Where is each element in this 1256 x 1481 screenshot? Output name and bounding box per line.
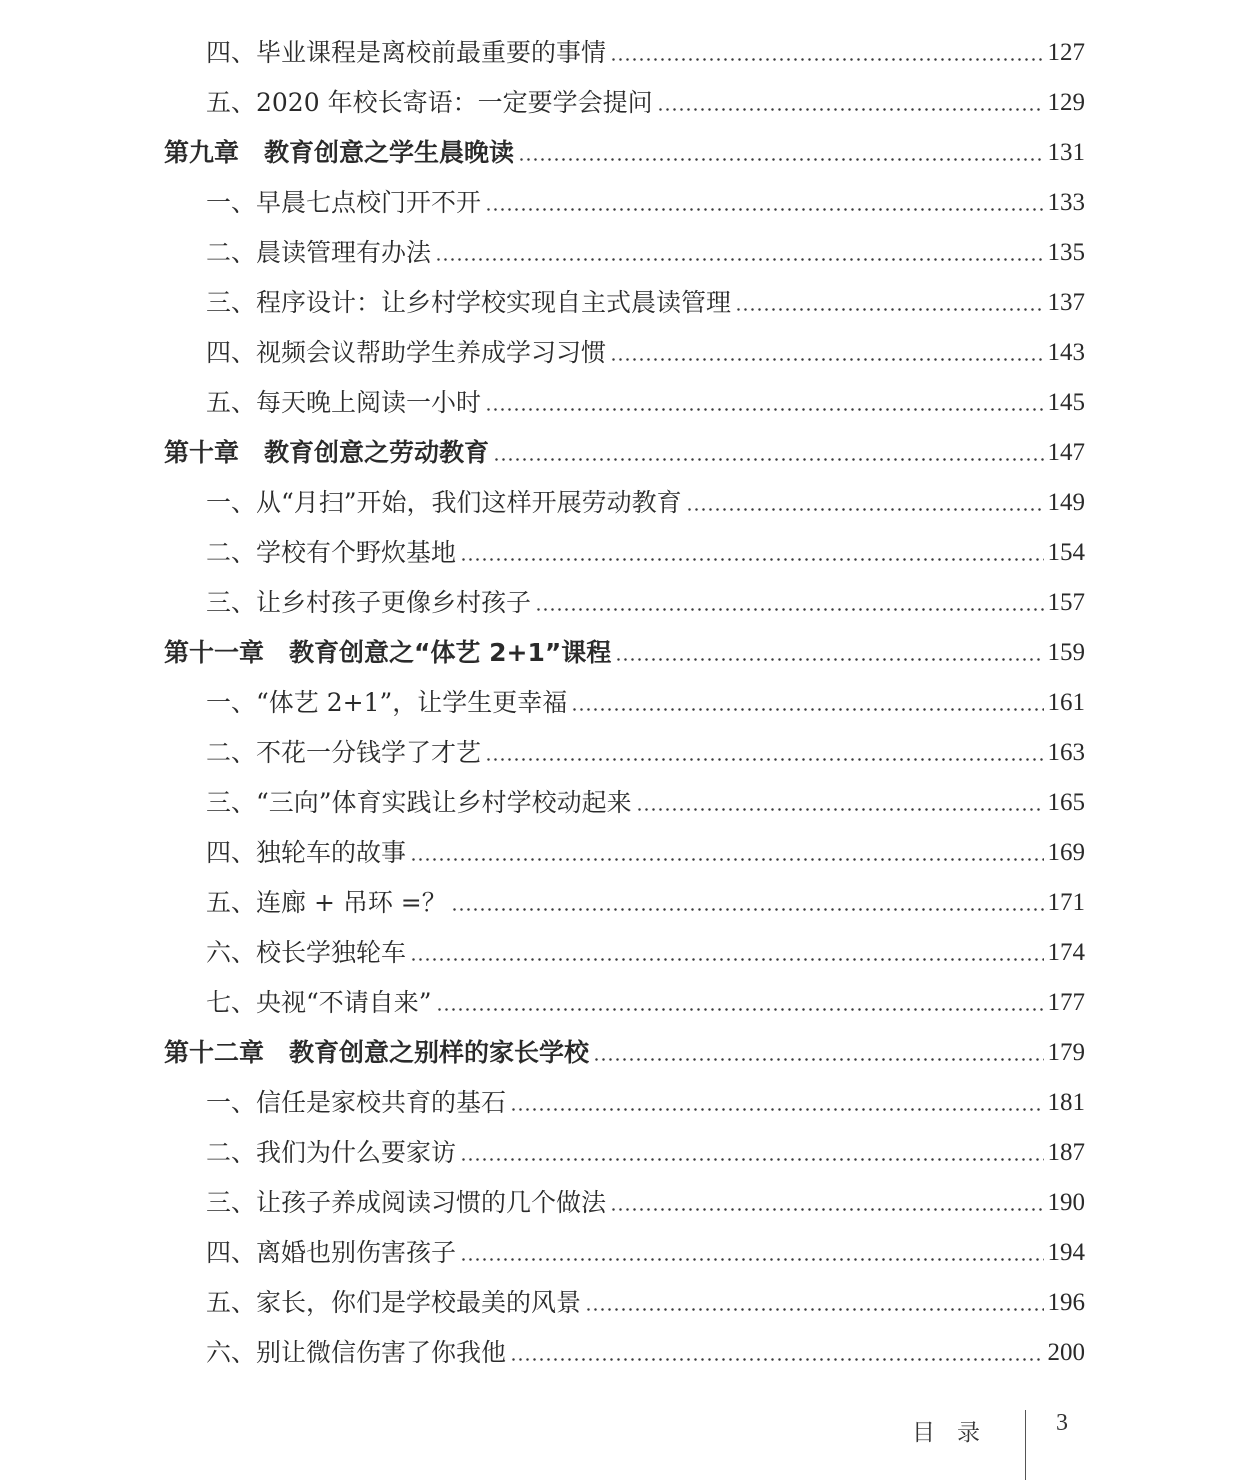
toc-entry-page: 149 [1047, 489, 1085, 516]
toc-entry-title: 五、家长，你们是学校最美的风景 [206, 1288, 582, 1317]
toc-entry-page: 145 [1047, 389, 1085, 416]
toc-entry-page: 163 [1047, 739, 1085, 766]
toc-entry-page: 181 [1047, 1089, 1085, 1116]
toc-entry[interactable] [206, 283, 1085, 323]
dot-leader [460, 1133, 1045, 1173]
toc-entry-page: 154 [1047, 539, 1085, 566]
footer-divider [1025, 1410, 1026, 1480]
dot-leader [518, 133, 1045, 173]
toc-entry-title: 五、2020 年校长寄语：一定要学会提问 [206, 88, 653, 117]
toc-entry[interactable] [206, 733, 1085, 773]
toc-entry-title: 二、不花一分钱学了才艺 [206, 738, 482, 767]
page-number: 3 [1056, 1410, 1068, 1436]
toc-entry[interactable] [206, 883, 1085, 923]
toc-entry[interactable] [206, 1083, 1085, 1123]
toc-entry[interactable] [206, 33, 1085, 73]
dot-leader [686, 483, 1046, 523]
dot-leader [571, 683, 1045, 723]
toc-entry-page: 127 [1047, 39, 1085, 66]
toc-entry-page: 169 [1047, 839, 1085, 866]
toc-entry-page: 174 [1047, 939, 1085, 966]
dot-leader [535, 583, 1045, 623]
toc-entry-page: 159 [1047, 639, 1085, 666]
dot-leader [435, 233, 1045, 273]
toc-entry-page: 137 [1047, 289, 1085, 316]
toc-entry[interactable] [206, 683, 1085, 723]
toc-entry-title: 三、让乡村孩子更像乡村孩子 [206, 588, 532, 617]
dot-leader [636, 783, 1046, 823]
toc-entry-page: 135 [1047, 239, 1085, 266]
dot-leader [460, 1233, 1045, 1273]
toc-chapter-entry[interactable] [164, 433, 1085, 473]
toc-chapter-entry[interactable] [164, 1033, 1085, 1073]
toc-entry-page: 194 [1047, 1239, 1085, 1266]
toc-entry-title: 一、“体艺 2+1”，让学生更幸福 [206, 688, 568, 717]
toc-entry[interactable] [206, 933, 1085, 973]
toc-entry-title: 一、从“月扫”开始，我们这样开展劳动教育 [206, 488, 682, 517]
toc-entry-title: 四、独轮车的故事 [206, 838, 407, 867]
dot-leader [610, 333, 1045, 373]
dot-leader [593, 1033, 1045, 1073]
toc-entry[interactable] [206, 1333, 1085, 1373]
toc-entry-page: 200 [1047, 1339, 1085, 1366]
dot-leader [493, 433, 1045, 473]
toc-entry-title: 一、信任是家校共育的基石 [206, 1088, 507, 1117]
toc-entry-page: 179 [1047, 1039, 1085, 1066]
toc-entry-title: 二、晨读管理有办法 [206, 238, 432, 267]
dot-leader [410, 833, 1045, 873]
toc-entry-title: 五、连廊 + 吊环 =？ [206, 888, 447, 917]
toc-entry-title: 六、校长学独轮车 [206, 938, 407, 967]
dot-leader [451, 883, 1046, 923]
toc-entry-title: 四、视频会议帮助学生养成学习习惯 [206, 338, 607, 367]
dot-leader [410, 933, 1045, 973]
dot-leader [510, 1333, 1045, 1373]
toc-entry[interactable] [206, 1133, 1085, 1173]
toc-entry-title: 二、学校有个野炊基地 [206, 538, 457, 567]
toc-entry[interactable] [206, 1183, 1085, 1223]
toc-entry-title: 三、程序设计：让乡村学校实现自主式晨读管理 [206, 288, 732, 317]
toc-entry-title: 六、别让微信伤害了你我他 [206, 1338, 507, 1367]
toc-entry[interactable] [206, 83, 1085, 123]
toc-entry[interactable] [206, 383, 1085, 423]
dot-leader [485, 183, 1045, 223]
toc-chapter-title: 第十二章 教育创意之别样的家长学校 [164, 1038, 590, 1067]
dot-leader [657, 83, 1046, 123]
toc-entry-page: 177 [1047, 989, 1085, 1016]
toc-entry[interactable] [206, 233, 1085, 273]
toc-entry-page: 161 [1047, 689, 1085, 716]
toc-entry-page: 171 [1047, 889, 1085, 916]
toc-entry-page: 133 [1047, 189, 1085, 216]
toc-chapter-title: 第十一章 教育创意之“体艺 2+1”课程 [164, 638, 612, 667]
toc-entry-title: 四、毕业课程是离校前最重要的事情 [206, 38, 607, 67]
toc-entry-page: 131 [1047, 139, 1085, 166]
toc-entry-page: 196 [1047, 1289, 1085, 1316]
toc-entry[interactable] [206, 583, 1085, 623]
toc-chapter-entry[interactable] [164, 133, 1085, 173]
toc-entry-page: 187 [1047, 1139, 1085, 1166]
toc-entry-page: 143 [1047, 339, 1085, 366]
toc-entry[interactable] [206, 183, 1085, 223]
toc-entry[interactable] [206, 983, 1085, 1023]
toc-entry-title: 五、每天晚上阅读一小时 [206, 388, 482, 417]
dot-leader [610, 33, 1045, 73]
toc-entry[interactable] [206, 783, 1085, 823]
toc-entry-title: 七、央视“不请自来” [206, 988, 432, 1017]
running-footer-label: 目录 [912, 1420, 1002, 1446]
dot-leader [510, 1083, 1045, 1123]
toc-chapter-title: 第十章 教育创意之劳动教育 [164, 438, 490, 467]
toc-entry-page: 157 [1047, 589, 1085, 616]
dot-leader [485, 733, 1045, 773]
toc-entry[interactable] [206, 533, 1085, 573]
toc-entry[interactable] [206, 1283, 1085, 1323]
dot-leader [436, 983, 1046, 1023]
toc-chapter-entry[interactable] [164, 633, 1085, 673]
toc-entry-title: 四、离婚也别伤害孩子 [206, 1238, 457, 1267]
toc-entry-page: 165 [1047, 789, 1085, 816]
toc-entry-title: 二、我们为什么要家访 [206, 1138, 457, 1167]
toc-entry[interactable] [206, 1233, 1085, 1273]
toc-entry-page: 147 [1047, 439, 1085, 466]
toc-entry[interactable] [206, 833, 1085, 873]
dot-leader [735, 283, 1045, 323]
dot-leader [485, 383, 1045, 423]
toc-chapter-title: 第九章 教育创意之学生晨晚读 [164, 138, 515, 167]
toc-entry[interactable] [206, 333, 1085, 373]
toc-entry-title: 三、“三向”体育实践让乡村学校动起来 [206, 788, 632, 817]
dot-leader [585, 1283, 1045, 1323]
dot-leader [610, 1183, 1045, 1223]
toc-entry-title: 三、让孩子养成阅读习惯的几个做法 [206, 1188, 607, 1217]
dot-leader [460, 533, 1045, 573]
toc-entry-page: 190 [1047, 1189, 1085, 1216]
toc-entry[interactable] [206, 483, 1085, 523]
dot-leader [615, 633, 1045, 673]
toc-entry-page: 129 [1047, 89, 1085, 116]
toc-entry-title: 一、早晨七点校门开不开 [206, 188, 482, 217]
